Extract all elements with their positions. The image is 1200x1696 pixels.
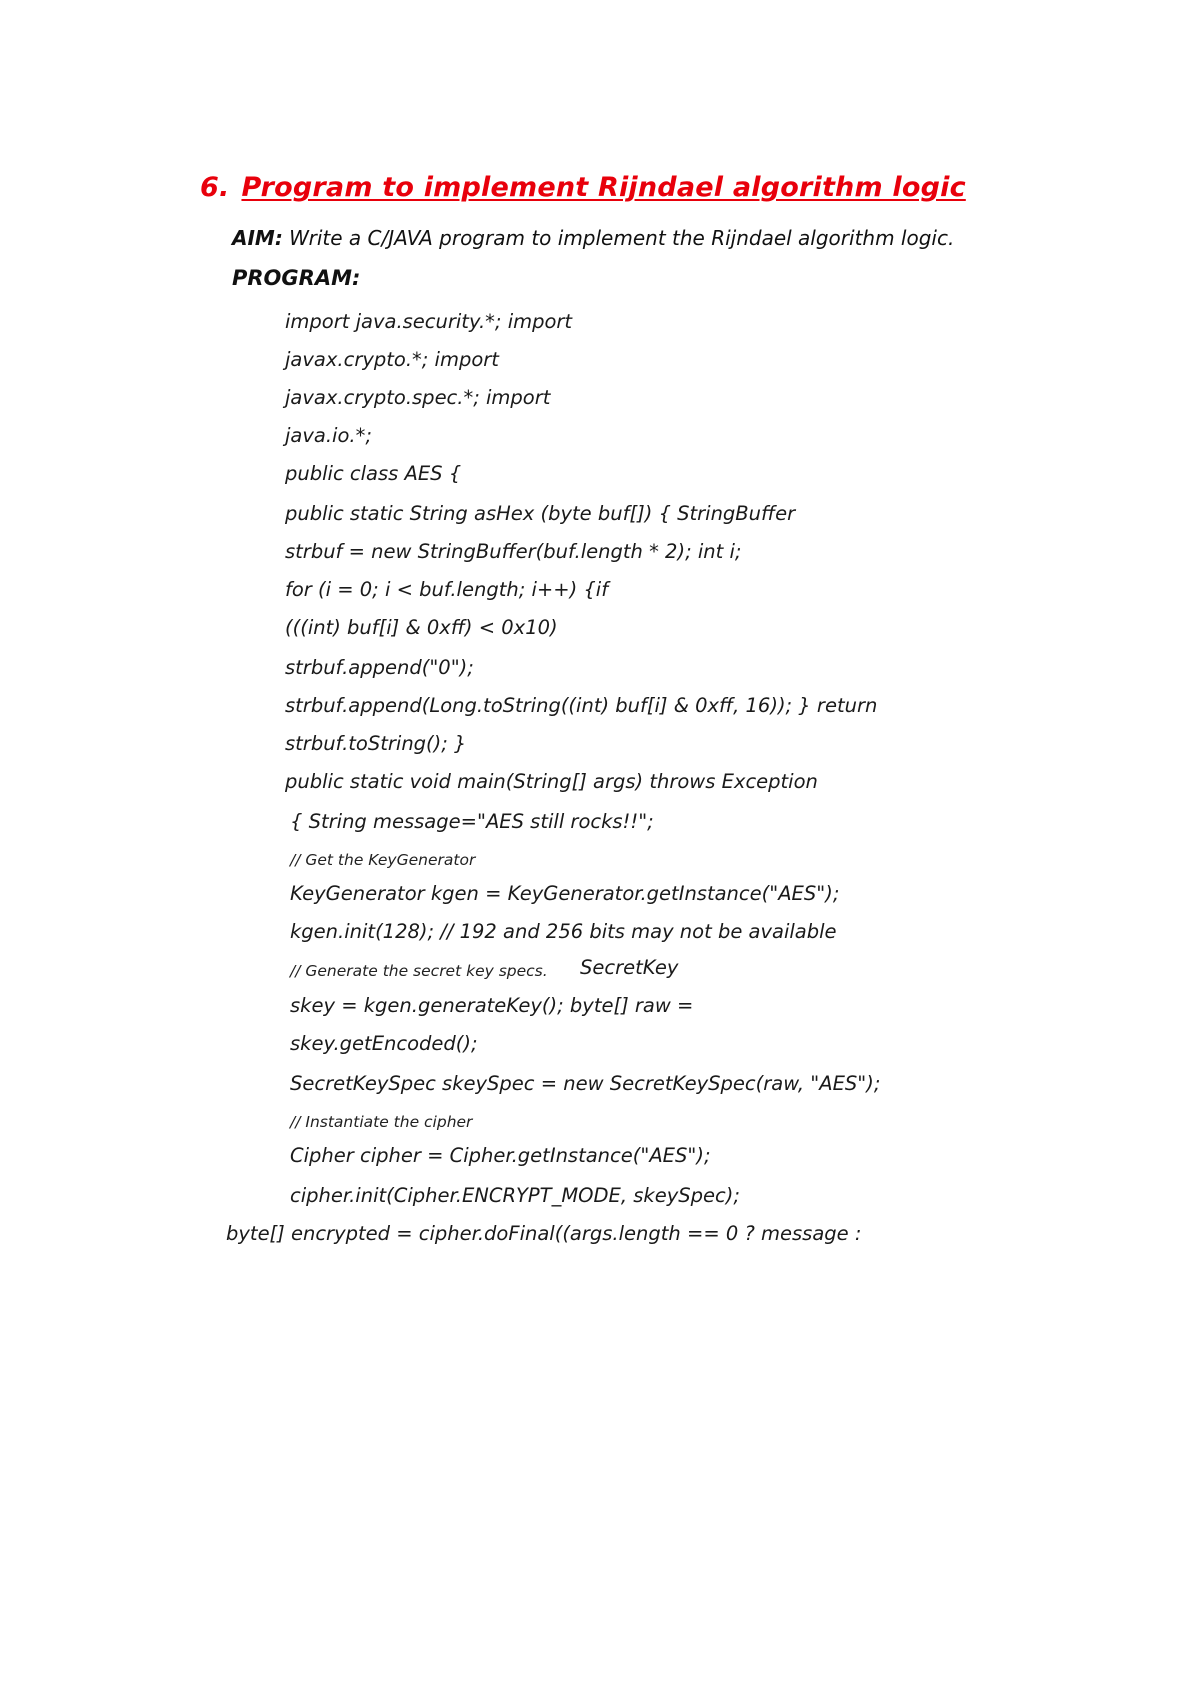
code-line: skey = kgen.generateKey(); byte[] raw =: [290, 994, 694, 1017]
section-title: Program to implement Rijndael algorithm logic: [241, 172, 966, 203]
code-comment: // Instantiate the cipher: [290, 1113, 473, 1131]
code-line: strbuf.append(Long.toString((int) buf[i] & 0xff, 16)); } return: [285, 694, 878, 717]
code-line: javax.crypto.*; import: [285, 348, 499, 371]
code-line: javax.crypto.spec.*; import: [285, 386, 551, 409]
code-line: Cipher cipher = Cipher.getInstance("AES");: [290, 1144, 711, 1167]
code-line: strbuf = new StringBuffer(buf.length * 2); int i;: [285, 540, 742, 563]
code-comment: // Generate the secret key specs.: [290, 962, 548, 980]
section-heading: [200, 172, 966, 203]
code-line: public static String asHex (byte buf[]) { StringBuffer: [285, 502, 796, 525]
code-line: (((int) buf[i] & 0xff) < 0x10): [285, 616, 558, 639]
code-line: SecretKey: [580, 956, 679, 979]
code-line: public static void main(String[] args) throws Exception: [285, 770, 818, 793]
code-line: strbuf.append("0");: [285, 656, 474, 679]
code-line: java.io.*;: [285, 424, 372, 447]
code-line: public class AES {: [285, 462, 462, 485]
code-line: { String message="AES still rocks!!";: [290, 810, 654, 833]
code-comment: // Get the KeyGenerator: [290, 851, 476, 869]
aim-text: Write a C/JAVA program to implement the Rijndael algorithm logic.: [282, 226, 955, 250]
code-line: import java.security.*; import: [285, 310, 573, 333]
code-line: KeyGenerator kgen = KeyGenerator.getInstance("AES");: [290, 882, 840, 905]
program-label: PROGRAM:: [232, 266, 361, 290]
section-number: 6.: [200, 172, 230, 203]
aim-statement: [232, 226, 954, 250]
code-line: for (i = 0; i < buf.length; i++) {if: [285, 578, 609, 601]
code-line: skey.getEncoded();: [290, 1032, 478, 1055]
code-line: strbuf.toString(); }: [285, 732, 467, 755]
code-line: cipher.init(Cipher.ENCRYPT_MODE, skeySpec);: [290, 1184, 740, 1207]
code-line: SecretKeySpec skeySpec = new SecretKeySpec(raw, "AES");: [290, 1072, 881, 1095]
aim-label: AIM:: [232, 226, 283, 250]
code-line: byte[] encrypted = cipher.doFinal((args.length == 0 ? message :: [226, 1222, 862, 1245]
code-line: kgen.init(128); // 192 and 256 bits may not be available: [290, 920, 837, 943]
